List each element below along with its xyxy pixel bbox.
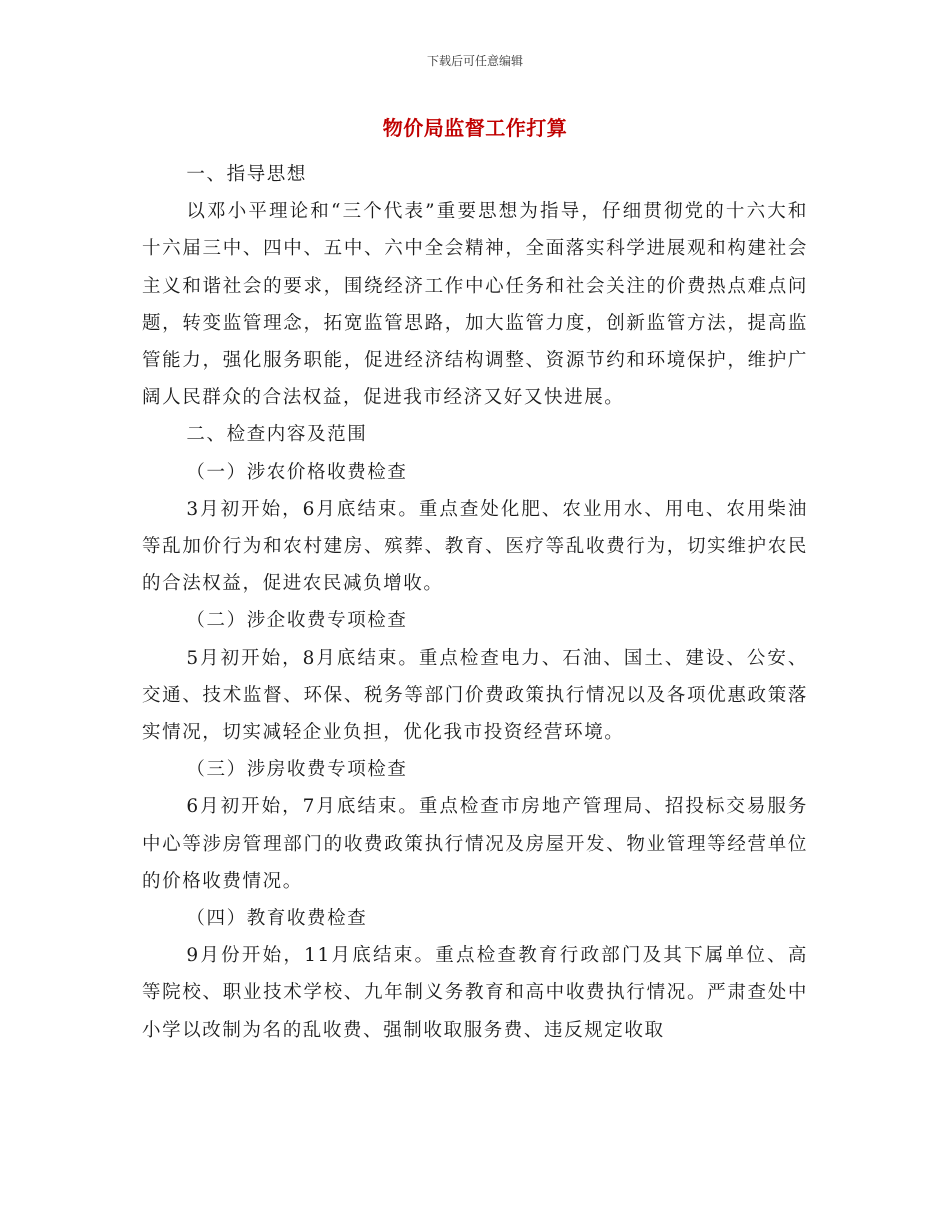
document-body	[142, 156, 808, 1049]
section-heading: 一、指导思想	[186, 164, 307, 185]
paragraph: 3月初开始，6月底结束。重点查处化肥、农业用水、用电、农用柴油等乱加价行为和农村建房、殡葬、教育、医疗等乱收费行为，切实维护农民的合法权益，促进农民减负增收。	[142, 498, 808, 595]
subsection-heading: （三）涉房收费专项检查	[186, 759, 408, 781]
subsection-heading: （四）教育收费检查	[186, 908, 368, 930]
section-heading: 二、检查内容及范围	[186, 424, 368, 446]
header-note: 下载后可任意编辑	[426, 54, 523, 68]
paragraph: 6月初开始，7月底结束。重点检查市房地产管理局、招投标交易服务中心等涉房管理部门的收费政策执行情况及房屋开发、物业管理等经营单位的价格收费情况。	[142, 796, 808, 892]
subsection-heading: （一）涉农价格收费检查	[186, 461, 408, 483]
subsection-heading: （二）涉企收费专项检查	[186, 610, 408, 632]
document-title: 物价局监督工作打算	[382, 116, 568, 140]
paragraph: 9月份开始，11月底结束。重点检查教育行政部门及其下属单位、高等院校、职业技术学校、九年制义务教育和高中收费执行情况。严肃查处中小学以改制为名的乱收费、强制收取服务费、违反规定收取	[142, 945, 808, 1041]
paragraph: 5月初开始，8月底结束。重点检查电力、石油、国土、建设、公安、交通、技术监督、环保、税务等部门价费政策执行情况以及各项优惠政策落实情况，切实减轻企业负担，优化我市投资经营环境。	[142, 647, 808, 744]
paragraph: 以邓小平理论和“三个代表”重要思想为指导，仔细贯彻党的十六大和十六届三中、四中、五中、六中全会精神，全面落实科学进展观和构建社会主义和谐社会的要求，围绕经济工作中心任务和社会关注的价费热点难点问题，转变监管理念，拓宽监管思路，加大监管力度，创新监管方法，提高监管能力，强化服务职能，促进经济结构调整、资源节约和环境保护，维护广阔人民群众的合法权益，促进我市经济又好又快进展。	[142, 201, 808, 409]
